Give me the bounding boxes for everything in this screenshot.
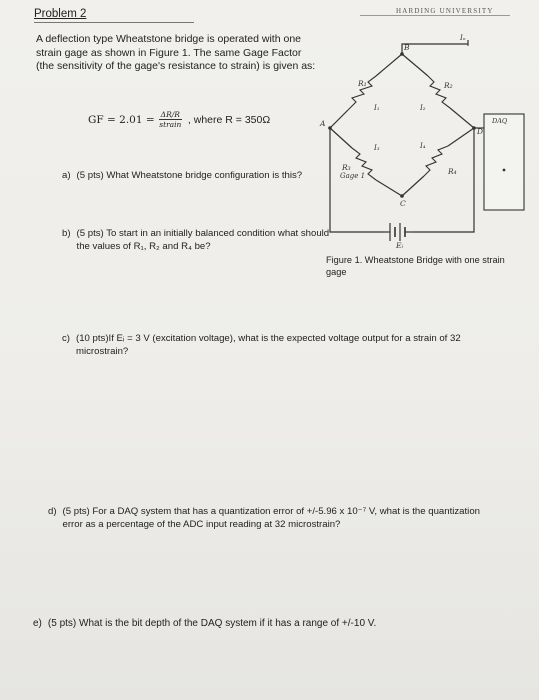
i1-label: I₁ [374, 104, 380, 112]
battery-icon [386, 223, 412, 241]
formula-numerator: ΔR/R [160, 110, 180, 119]
node-a-dot [328, 126, 332, 130]
daq-box [484, 114, 524, 210]
node-b-label: B [404, 43, 410, 52]
daq-label: DAQ [492, 117, 508, 125]
wheatstone-bridge-diagram [316, 30, 530, 252]
galvanometer-wire [402, 40, 468, 54]
question-b-label: b) [62, 228, 71, 239]
question-e-label: e) [33, 618, 42, 629]
i2-label: I₂ [420, 104, 426, 112]
r3-label: R₃ [342, 163, 351, 172]
question-b [62, 228, 332, 253]
gage-factor-formula [88, 110, 270, 129]
r2-label: R₂ [444, 81, 453, 90]
question-d-label: d) [48, 506, 57, 517]
question-e-text: (5 pts) What is the bit depth of the DAQ system if it has a range of +/-10 V. [47, 618, 377, 629]
r4-resistor-icon [424, 146, 448, 176]
intro-paragraph: A deflection type Wheatstone bridge is operated with one strain gage as shown in Figure 1. The same Gage Factor (the sensitivity of the gage's resistance to strain) is given as: [36, 33, 316, 72]
node-a-label: A [320, 119, 326, 128]
ei-label: Eᵢ [396, 241, 403, 250]
question-a-label: a) [62, 170, 71, 181]
formula-denominator: strain [159, 120, 182, 129]
question-a-text: (5 pts) What Wheatstone bridge configuration is this? [76, 170, 303, 181]
question-d [48, 506, 488, 531]
question-d-text: (5 pts) For a DAQ system that has a quantization error of +/-5.96 x 10⁻⁷ V, what is the quantization error as a percentage of the ADC input reading at 32 microstrain? [62, 506, 480, 530]
ig-label: Iₒ [460, 34, 466, 42]
formula-fraction [159, 110, 182, 129]
question-c [62, 333, 502, 358]
formula-lhs: GF = 2.01 = [88, 113, 155, 126]
r4-label: R₄ [448, 167, 457, 176]
question-c-text: (10 pts)If Eᵢ = 3 V (excitation voltage), what is the expected voltage output for a strain of 32 microstrain? [76, 333, 461, 357]
question-c-label: c) [62, 333, 70, 344]
daq-terminal-dot [503, 169, 506, 172]
i3-label: I₃ [374, 144, 380, 152]
title-rule [34, 22, 194, 23]
node-d-label: D [477, 127, 484, 136]
question-e [33, 618, 473, 631]
question-a [62, 170, 332, 183]
node-c-dot [400, 194, 404, 198]
question-b-text: (5 pts) To start in an initially balanced condition what should the values of R₁, R₂ and R₄ be? [76, 228, 330, 252]
node-c-label: C [400, 199, 406, 208]
problem-title: Problem 2 [34, 8, 87, 20]
university-header: HARDING UNIVERSITY [396, 7, 494, 15]
r1-label: R₁ [358, 79, 367, 88]
gage-label: Gage 1 [340, 172, 366, 180]
i4-label: I₄ [420, 142, 426, 150]
formula-where: , where R = 350Ω [187, 113, 271, 126]
header-rule [360, 15, 510, 16]
figure-caption: Figure 1. Wheatstone Bridge with one strain gage [326, 255, 505, 277]
